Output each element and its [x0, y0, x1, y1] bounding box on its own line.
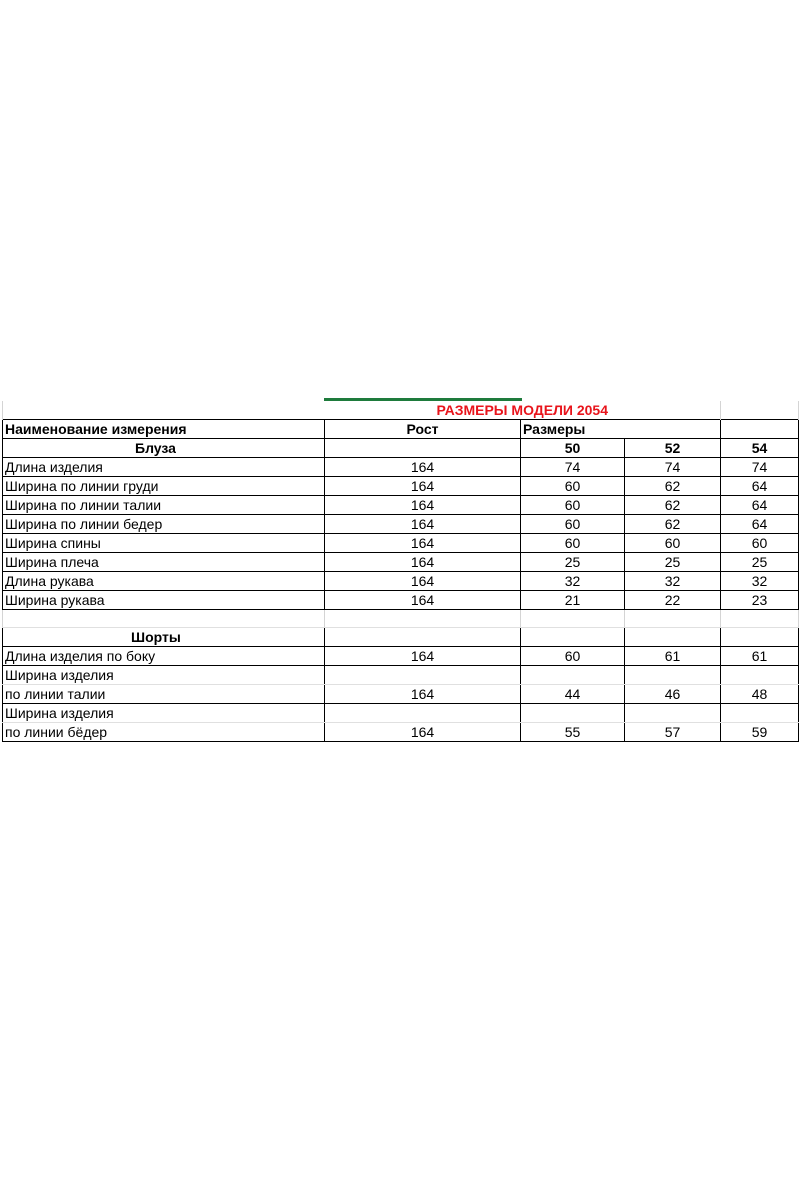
size-value-cell[interactable]: 62 — [625, 515, 721, 534]
size-value-cell[interactable]: 74 — [721, 458, 799, 477]
section-label-blouse[interactable]: Блуза — [3, 439, 325, 458]
size-value-cell[interactable]: 25 — [625, 553, 721, 572]
size-value-cell[interactable] — [721, 704, 799, 723]
height-cell[interactable]: 164 — [325, 515, 521, 534]
empty-cell[interactable] — [721, 420, 799, 439]
table-row — [3, 591, 799, 610]
table-row — [3, 496, 799, 515]
size-value-cell[interactable] — [521, 704, 625, 723]
empty-cell[interactable] — [625, 610, 721, 628]
size-header[interactable]: 54 — [721, 439, 799, 458]
size-value-cell[interactable] — [625, 666, 721, 685]
size-value-cell[interactable]: 32 — [721, 572, 799, 591]
empty-cell[interactable] — [721, 628, 799, 647]
table-row — [3, 534, 799, 553]
size-value-cell[interactable]: 61 — [625, 647, 721, 666]
measurement-name[interactable]: Длина изделия — [3, 458, 325, 477]
empty-cell[interactable] — [521, 628, 625, 647]
size-value-cell[interactable]: 60 — [521, 515, 625, 534]
size-value-cell[interactable]: 22 — [625, 591, 721, 610]
size-value-cell[interactable]: 60 — [521, 647, 625, 666]
measurement-name[interactable]: Ширина по линии талии — [3, 496, 325, 515]
size-value-cell[interactable]: 60 — [521, 534, 625, 553]
section-row-blouse — [3, 439, 799, 458]
header-sizes[interactable]: Размеры — [521, 420, 625, 439]
measurement-name[interactable]: Ширина изделия — [3, 704, 325, 723]
section-row-shorts — [3, 628, 799, 647]
size-value-cell[interactable]: 60 — [521, 496, 625, 515]
measurement-name[interactable]: по линии талии — [3, 685, 325, 704]
height-cell[interactable]: 164 — [325, 685, 521, 704]
size-header[interactable]: 50 — [521, 439, 625, 458]
table-row — [3, 477, 799, 496]
height-cell[interactable]: 164 — [325, 477, 521, 496]
size-value-cell[interactable] — [625, 704, 721, 723]
header-name[interactable]: Наименование измерения — [3, 420, 325, 439]
empty-cell[interactable] — [721, 401, 799, 420]
header-height[interactable]: Рост — [325, 420, 521, 439]
table-row — [3, 515, 799, 534]
size-value-cell[interactable]: 48 — [721, 685, 799, 704]
table-row — [3, 572, 799, 591]
empty-cell[interactable] — [325, 610, 521, 628]
size-value-cell[interactable]: 60 — [721, 534, 799, 553]
title-row — [3, 401, 799, 420]
empty-cell[interactable] — [3, 401, 325, 420]
size-value-cell[interactable]: 32 — [625, 572, 721, 591]
size-value-cell[interactable]: 55 — [521, 723, 625, 742]
table-row — [3, 704, 799, 723]
height-cell[interactable]: 164 — [325, 553, 521, 572]
height-cell[interactable]: 164 — [325, 458, 521, 477]
size-value-cell[interactable]: 74 — [625, 458, 721, 477]
table-row — [3, 647, 799, 666]
empty-cell[interactable] — [625, 420, 721, 439]
measurement-name[interactable]: Длина рукава — [3, 572, 325, 591]
measurement-name[interactable]: Ширина рукава — [3, 591, 325, 610]
measurement-name[interactable]: Ширина плеча — [3, 553, 325, 572]
size-value-cell[interactable]: 23 — [721, 591, 799, 610]
size-value-cell[interactable]: 62 — [625, 496, 721, 515]
size-value-cell[interactable]: 60 — [625, 534, 721, 553]
height-cell[interactable]: 164 — [325, 572, 521, 591]
size-value-cell[interactable]: 57 — [625, 723, 721, 742]
size-value-cell[interactable]: 32 — [521, 572, 625, 591]
size-value-cell[interactable]: 74 — [521, 458, 625, 477]
shorts-rows — [3, 647, 799, 742]
size-value-cell[interactable]: 64 — [721, 477, 799, 496]
height-cell[interactable]: 164 — [325, 723, 521, 742]
size-value-cell[interactable]: 44 — [521, 685, 625, 704]
height-cell[interactable] — [325, 666, 521, 685]
table-row — [3, 685, 799, 704]
measurement-name[interactable]: Ширина по линии груди — [3, 477, 325, 496]
empty-cell[interactable] — [3, 610, 325, 628]
empty-cell[interactable] — [325, 628, 521, 647]
section-label-shorts[interactable]: Шорты — [3, 628, 325, 647]
empty-cell[interactable] — [325, 439, 521, 458]
height-cell[interactable]: 164 — [325, 534, 521, 553]
table-row — [3, 458, 799, 477]
empty-cell[interactable] — [721, 610, 799, 628]
blouse-rows — [3, 458, 799, 610]
size-value-cell[interactable]: 60 — [521, 477, 625, 496]
height-cell[interactable]: 164 — [325, 647, 521, 666]
table-row — [3, 723, 799, 742]
size-value-cell[interactable]: 59 — [721, 723, 799, 742]
measurement-name[interactable]: по линии бёдер — [3, 723, 325, 742]
table-row — [3, 553, 799, 572]
size-value-cell[interactable]: 62 — [625, 477, 721, 496]
size-value-cell[interactable] — [721, 666, 799, 685]
empty-cell[interactable] — [625, 628, 721, 647]
size-value-cell[interactable] — [521, 666, 625, 685]
size-value-cell[interactable]: 25 — [721, 553, 799, 572]
size-value-cell[interactable]: 64 — [721, 496, 799, 515]
height-cell[interactable] — [325, 704, 521, 723]
measurement-name[interactable]: Ширина изделия — [3, 666, 325, 685]
height-cell[interactable]: 164 — [325, 591, 521, 610]
table-row — [3, 666, 799, 685]
size-table — [2, 401, 799, 742]
page-title: РАЗМЕРЫ МОДЕЛИ 2054 — [436, 402, 609, 418]
size-header[interactable]: 52 — [625, 439, 721, 458]
size-value-cell[interactable]: 25 — [521, 553, 625, 572]
measurement-name[interactable]: Ширина спины — [3, 534, 325, 553]
size-value-cell[interactable]: 46 — [625, 685, 721, 704]
spacer-row — [3, 610, 799, 628]
measurement-name[interactable]: Ширина по линии бедер — [3, 515, 325, 534]
measurement-name[interactable]: Длина изделия по боку — [3, 647, 325, 666]
header-row — [3, 420, 799, 439]
height-cell[interactable]: 164 — [325, 496, 521, 515]
size-value-cell[interactable]: 61 — [721, 647, 799, 666]
empty-cell[interactable] — [521, 610, 625, 628]
size-value-cell[interactable]: 21 — [521, 591, 625, 610]
size-value-cell[interactable]: 64 — [721, 515, 799, 534]
